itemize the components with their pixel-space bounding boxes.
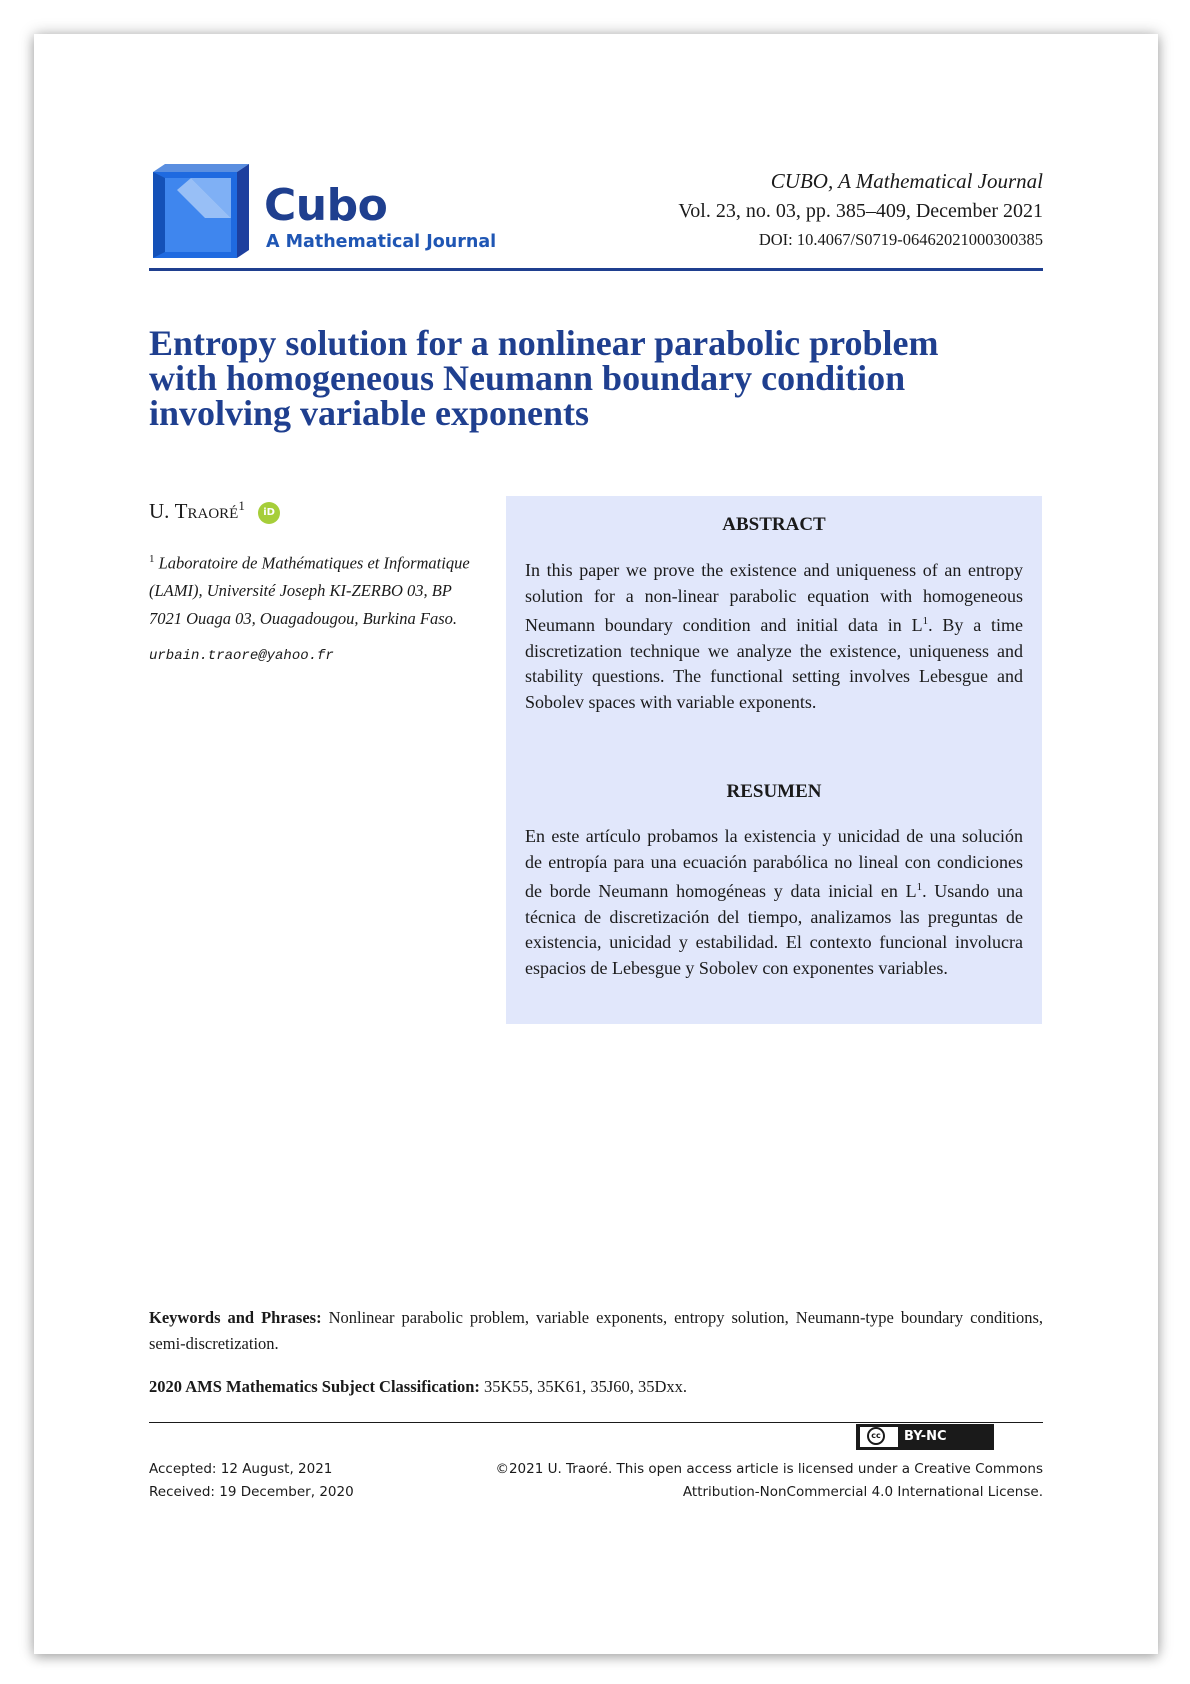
abstract-sup: 1	[922, 615, 929, 628]
affiliation-text: Laboratoire de Mathématiques et Informatique (LAMI), Université Joseph KI-ZERBO 03, BP 7021 Ouaga 03, Ouagadougou, Burkina Faso.	[149, 553, 470, 628]
msc-text: 35K55, 35K61, 35J60, 35Dxx.	[484, 1377, 688, 1396]
abstract-text-2: . By a time discretization technique we analyze the existence, uniqueness and stability questions. The functional setting involves Lebesgue and Sobolev spaces with variable exponents.	[525, 615, 1023, 712]
cc-icon: cc	[867, 1427, 885, 1445]
journal-volume: Vol. 23, no. 03, pp. 385–409, December 2021	[678, 200, 1043, 222]
logo-wordmark: Cubo	[264, 180, 388, 231]
abstract-heading: ABSTRACT	[722, 514, 826, 535]
accepted-date: Accepted: 12 August, 2021	[149, 1461, 333, 1477]
resumen-text-1: En este artículo probamos la existencia y unicidad de una solución de entropía para una ecuación parabólica no lineal con condiciones de borde Neumann homogéneas y data inicial en L	[525, 826, 1023, 902]
title-line-1: Entropy solution for a nonlinear parabolic problem	[149, 323, 939, 363]
resumen-text	[525, 824, 1023, 982]
affiliation-mark: 1	[149, 553, 155, 565]
keywords	[149, 1305, 1043, 1357]
journal-info	[678, 166, 1043, 254]
paper-page	[34, 34, 1158, 1654]
journal-name: CUBO, A Mathematical Journal	[770, 169, 1043, 193]
logo-subtitle: A Mathematical Journal	[266, 232, 497, 252]
dates	[149, 1458, 354, 1504]
author-initial: U.	[149, 499, 170, 523]
resumen-sup: 1	[916, 881, 923, 894]
resumen-heading: RESUMEN	[726, 781, 822, 802]
abstract-text	[525, 558, 1023, 716]
cube-logo-icon	[151, 162, 251, 262]
abstract-box	[506, 496, 1042, 1024]
received-date: Received: 19 December, 2020	[149, 1484, 354, 1500]
journal-logo	[151, 162, 497, 262]
journal-doi[interactable]: DOI: 10.4067/S0719-06462021000300385	[758, 230, 1043, 249]
cc-license-badge[interactable]	[856, 1424, 994, 1450]
keywords-label: Keywords and Phrases:	[149, 1308, 322, 1327]
footer-divider	[149, 1422, 1043, 1423]
author-email[interactable]: urbain.traore@yahoo.fr	[149, 648, 334, 664]
msc-label: 2020 AMS Mathematics Subject Classification:	[149, 1377, 480, 1396]
paper-title	[149, 323, 1049, 433]
title-line-2: with homogeneous Neumann boundary condition	[149, 358, 906, 398]
author-surname: Traoré	[174, 499, 239, 523]
author-affiliation	[149, 546, 479, 632]
msc-classification	[149, 1374, 1043, 1400]
author-affil-mark: 1	[238, 498, 245, 513]
author-line	[149, 498, 280, 524]
abstract-text-1: In this paper we prove the existence and uniqueness of an entropy solution for a non-linear parabolic equation with homogeneous Neumann boundary condition and initial data in L	[525, 560, 1023, 636]
header-divider	[149, 268, 1043, 271]
cc-label: BY-NC	[904, 1429, 947, 1444]
license-text	[483, 1458, 1043, 1504]
orcid-icon[interactable]: iD	[258, 502, 280, 524]
license-line-2: Attribution-NonCommercial 4.0 International License.	[682, 1484, 1043, 1500]
keywords-text: Nonlinear parabolic problem, variable exponents, entropy solution, Neumann-type boundary conditions, semi-discretization.	[149, 1308, 1044, 1353]
title-line-3: involving variable exponents	[149, 393, 590, 433]
resumen-text-2: . Usando una técnica de discretización del tiempo, analizamos las preguntas de existencia, unicidad y estabilidad. El contexto funcional involucra espacios de Lebesgue y Sobolev con exponentes variables.	[525, 881, 1024, 978]
license-line-1: ©2021 U. Traoré. This open access article is licensed under a Creative Commons	[495, 1461, 1043, 1477]
